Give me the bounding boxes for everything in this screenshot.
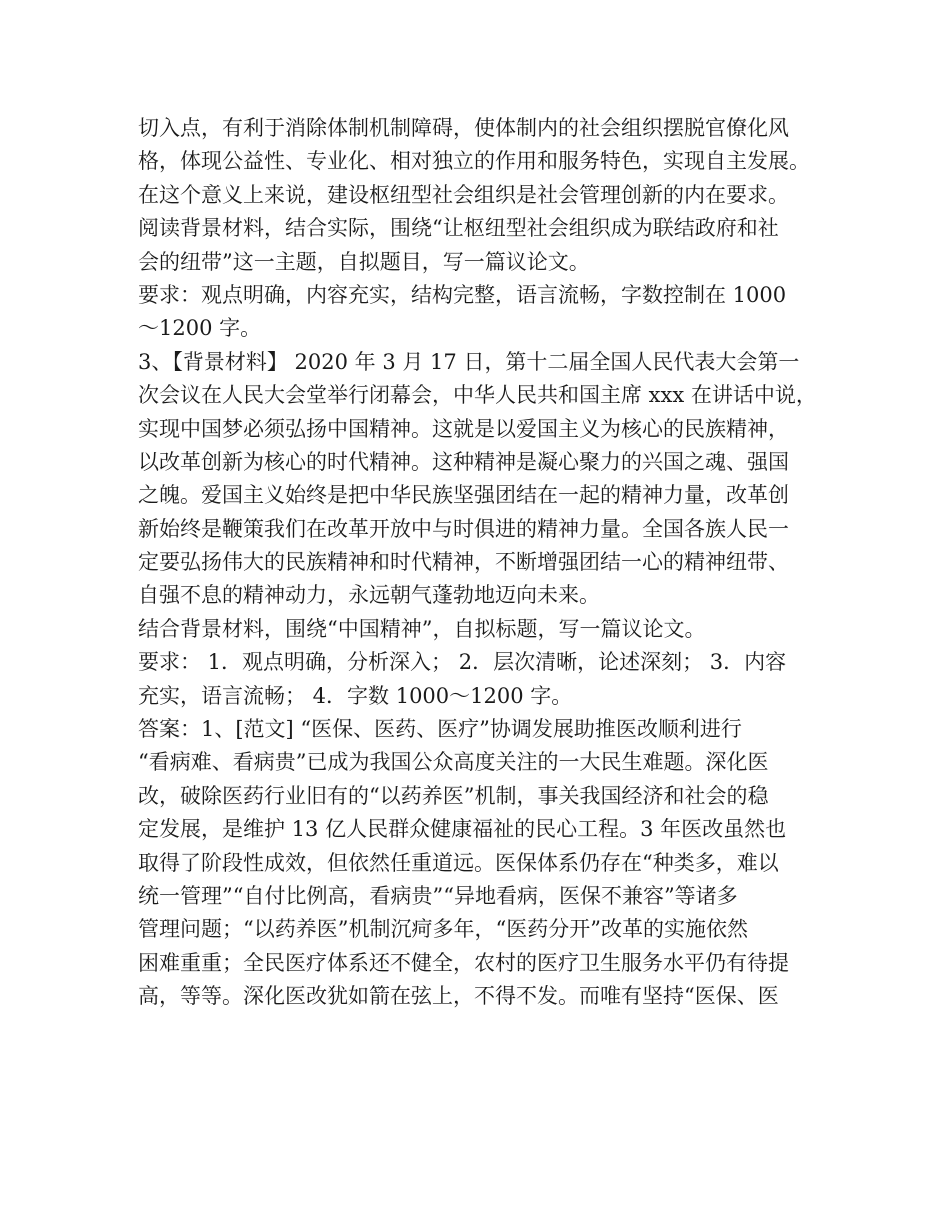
text-line: 改，破除医药行业旧有的“以药养医”机制，事关我国经济和社会的稳 bbox=[138, 783, 769, 808]
text-line: 统一管理”“自付比例高，看病贵”“异地看病，医保不兼容”等诸多 bbox=[138, 883, 738, 908]
text-line: 在这个意义上来说，建设枢纽型社会组织是社会管理创新的内在要求。 bbox=[138, 182, 789, 207]
document-body bbox=[138, 112, 838, 1014]
text-line: 切入点，有利于消除体制机制障碍，使体制内的社会组织摆脱官僚化风 bbox=[138, 116, 789, 140]
text-line: 充实，语言流畅； 4．字数 1000～1200 字。 bbox=[138, 683, 573, 708]
text-line: 之魄。爱国主义始终是把中华民族坚强团结在一起的精神力量，改革创 bbox=[138, 483, 789, 508]
text-line: 管理问题；“以药养医”机制沉疴多年，“医药分开”改革的实施依然 bbox=[138, 917, 748, 942]
text-line: 高，等等。深化医改犹如箭在弦上，不得不发。而唯有坚持“医保、医 bbox=[138, 984, 779, 1009]
text-line: 新始终是鞭策我们在改革开放中与时俱进的精神力量。全国各族人民一 bbox=[138, 516, 789, 541]
text-line: 格，体现公益性、专业化、相对独立的作用和服务特色，实现自主发展。 bbox=[138, 149, 810, 174]
text-line: 困难重重；全民医疗体系还不健全，农村的医疗卫生服务水平仍有待提 bbox=[138, 950, 789, 975]
text-line: 阅读背景材料，结合实际，围绕“让枢纽型社会组织成为联结政府和社 bbox=[138, 216, 779, 241]
text-line: “看病难、看病贵”已成为我国公众高度关注的一大民生难题。深化医 bbox=[138, 750, 769, 775]
text-line: 要求： 1．观点明确，分析深入； 2．层次清晰，论述深刻； 3．内容 bbox=[138, 650, 787, 675]
text-line: 定发展，是维护 13 亿人民群众健康福祉的民心工程。3 年医改虽然也 bbox=[138, 817, 787, 842]
text-line: 要求：观点明确，内容充实，结构完整，语言流畅，字数控制在 1000 bbox=[138, 282, 787, 307]
text-line: 次会议在人民大会堂举行闭幕会，中华人民共和国主席 xxx 在讲话中说， bbox=[138, 383, 817, 408]
text-line: 自强不息的精神动力，永远朝气蓬勃地迈向未来。 bbox=[138, 583, 600, 608]
text-line: 会的纽带”这一主题，自拟题目，写一篇议论文。 bbox=[138, 249, 590, 274]
text-line: 以改革创新为核心的时代精神。这种精神是凝心聚力的兴国之魂、强国 bbox=[138, 449, 789, 474]
text-line: 3、【背景材料】 2020 年 3 月 17 日，第十二届全国人民代表大会第一 bbox=[138, 349, 800, 374]
text-line: 定要弘扬伟大的民族精神和时代精神，不断增强团结一心的精神纽带、 bbox=[138, 550, 789, 575]
text-line: 答案：1、[范文] “医保、医药、医疗”协调发展助推医改顺利进行 bbox=[138, 717, 742, 742]
text-line: ～1200 字。 bbox=[138, 316, 262, 341]
text-line: 实现中国梦必须弘扬中国精神。这就是以爱国主义为核心的民族精神， bbox=[138, 416, 789, 441]
text-line: 结合背景材料，围绕“中国精神”，自拟标题，写一篇议论文。 bbox=[138, 616, 706, 641]
text-line: 取得了阶段性成效，但依然任重道远。医保体系仍存在“种类多，难以 bbox=[138, 850, 779, 875]
